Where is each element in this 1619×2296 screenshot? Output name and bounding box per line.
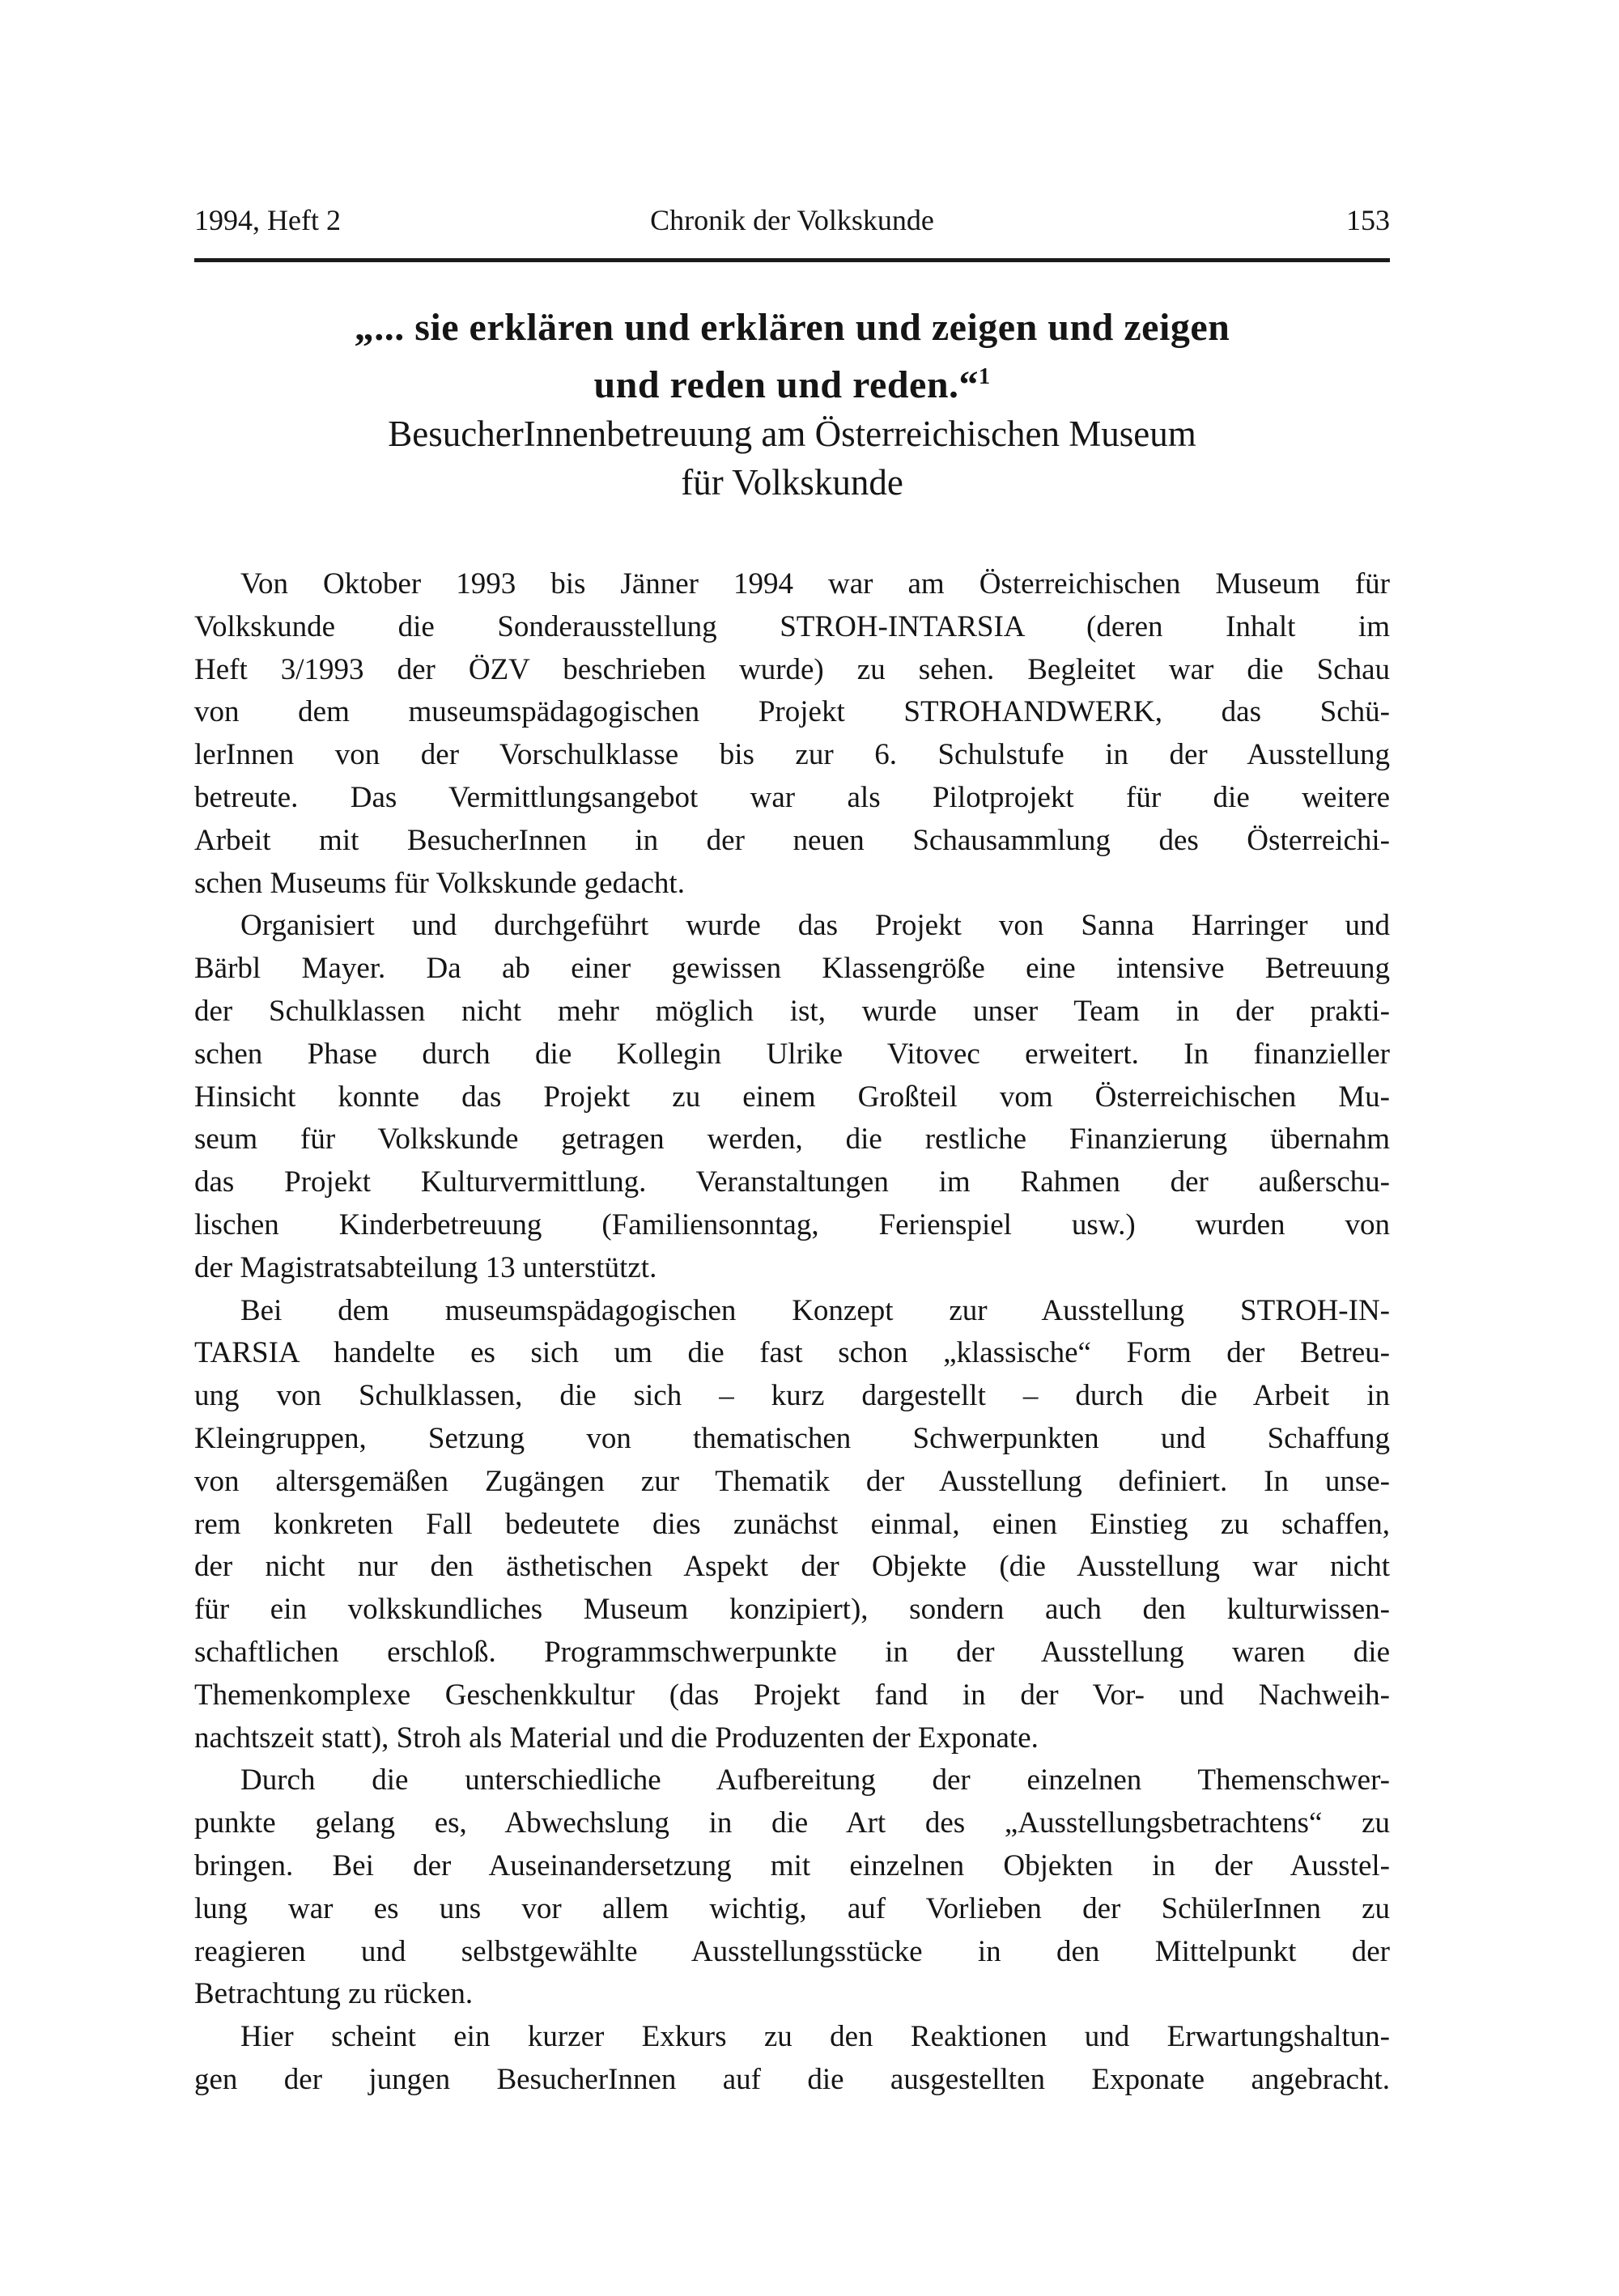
body-line: betreute. Das Vermittlungsangebot war als Pilotprojekt für die weitere bbox=[194, 780, 1390, 814]
body-line: von altersgemäßen Zugängen zur Thematik der Ausstellung definiert. In unse- bbox=[194, 1464, 1390, 1498]
body-line: Organisiert und durchgeführt wurde das Projekt von Sanna Harringer und bbox=[240, 909, 1390, 943]
body-line: lung war es uns vor allem wichtig, auf Vorlieben der SchülerInnen zu bbox=[194, 1891, 1390, 1925]
body-line: schen Museums für Volkskunde gedacht. bbox=[194, 866, 685, 900]
article-subtitle-line2: für Volkskunde bbox=[681, 462, 903, 503]
header-page-number: 153 bbox=[1346, 204, 1390, 236]
paragraph bbox=[194, 1290, 1390, 1760]
article-subtitle-line1: BesucherInnenbetreuung am Österreichischen Museum bbox=[388, 414, 1196, 454]
body-line: Bei dem museumspädagogischen Konzept zur Ausstellung STROH-IN- bbox=[240, 1293, 1390, 1327]
body-line: ung von Schulklassen, die sich – kurz dargestellt – durch die Arbeit in bbox=[194, 1379, 1390, 1413]
article-title-line2 bbox=[194, 352, 1390, 410]
body-line: Betrachtung zu rücken. bbox=[194, 1977, 474, 2011]
body-line: Hinsicht konnte das Projekt zu einem Großteil vom Österreichischen Mu- bbox=[194, 1080, 1390, 1114]
body-line: reagieren und selbstgewählte Ausstellungsstücke in den Mittelpunkt der bbox=[194, 1934, 1390, 1968]
header-issue: 1994, Heft 2 bbox=[194, 204, 341, 236]
body-line: nachtszeit statt), Stroh als Material und die Produzenten der Exponate. bbox=[194, 1721, 1039, 1755]
body-line: von dem museumspädagogischen Projekt STROHANDWERK, das Schü- bbox=[194, 695, 1390, 729]
footnote-marker: 1 bbox=[979, 364, 991, 389]
paragraph bbox=[194, 1759, 1390, 2016]
body-line: Von Oktober 1993 bis Jänner 1994 war am Österreichischen Museum für bbox=[240, 567, 1390, 601]
body-line: Volkskunde die Sonderausstellung STROH-INTARSIA (deren Inhalt im bbox=[194, 609, 1390, 643]
running-header bbox=[194, 202, 1390, 238]
body-line: schen Phase durch die Kollegin Ulrike Vitovec erweitert. In finanzieller bbox=[194, 1037, 1390, 1071]
body-text bbox=[194, 563, 1390, 2102]
body-line: schaftlichen erschloß. Programmschwerpunkte in der Ausstellung waren die bbox=[194, 1635, 1390, 1669]
body-line: TARSIA handelte es sich um die fast schon „klassische“ Form der Betreu- bbox=[194, 1336, 1390, 1370]
body-line: Heft 3/1993 der ÖZV beschrieben wurde) zu sehen. Begleitet war die Schau bbox=[194, 652, 1390, 686]
body-line: der Schulklassen nicht mehr möglich ist, wurde unser Team in der prakti- bbox=[194, 994, 1390, 1028]
header-section-title: Chronik der Volkskunde bbox=[650, 204, 934, 236]
body-line: Durch die unterschiedliche Aufbereitung der einzelnen Themenschwer- bbox=[240, 1763, 1390, 1797]
article-title-line2-text: und reden und reden.“ bbox=[593, 363, 979, 406]
paragraph bbox=[194, 905, 1390, 1289]
body-line: Bärbl Mayer. Da ab einer gewissen Klassengröße eine intensive Betreuung bbox=[194, 952, 1390, 986]
article-title-block bbox=[194, 303, 1390, 507]
body-line: rem konkreten Fall bedeutete dies zunächst einmal, einen Einstieg zu schaffen, bbox=[194, 1507, 1390, 1541]
body-line: Arbeit mit BesucherInnen in der neuen Schausammlung des Österreichi- bbox=[194, 823, 1390, 857]
paragraph bbox=[194, 2016, 1390, 2102]
body-line: der Magistratsabteilung 13 unterstützt. bbox=[194, 1250, 657, 1284]
body-line: Hier scheint ein kurzer Exkurs zu den Reaktionen und Erwartungshaltun- bbox=[240, 2020, 1390, 2054]
body-line: das Projekt Kulturvermittlung. Veranstaltungen im Rahmen der außerschu- bbox=[194, 1165, 1390, 1199]
body-line: für ein volkskundliches Museum konzipiert), sondern auch den kulturwissen- bbox=[194, 1593, 1390, 1627]
body-line: Themenkomplexe Geschenkkultur (das Projekt fand in der Vor- und Nachweih- bbox=[194, 1678, 1390, 1712]
body-line: lerInnen von der Vorschulklasse bis zur 6. Schulstufe in der Ausstellung bbox=[194, 738, 1390, 772]
header-rule bbox=[194, 258, 1390, 262]
body-line: gen der jungen BesucherInnen auf die ausgestellten Exponate angebracht. bbox=[194, 2062, 1390, 2096]
body-line: Kleingruppen, Setzung von thematischen Schwerpunkten und Schaffung bbox=[194, 1421, 1390, 1455]
body-line: lischen Kinderbetreuung (Familiensonntag, Ferienspiel usw.) wurden von bbox=[194, 1207, 1390, 1241]
paragraph bbox=[194, 563, 1390, 905]
body-line: der nicht nur den ästhetischen Aspekt der Objekte (die Ausstellung war nicht bbox=[194, 1550, 1390, 1584]
body-line: punkte gelang es, Abwechslung in die Art des „Ausstellungsbetrachtens“ zu bbox=[194, 1806, 1390, 1840]
body-line: bringen. Bei der Auseinandersetzung mit einzelnen Objekten in der Ausstel- bbox=[194, 1848, 1390, 1882]
body-line: seum für Volkskunde getragen werden, die restliche Finanzierung übernahm bbox=[194, 1123, 1390, 1156]
article-title-line1: „... sie erklären und erklären und zeigen und zeigen bbox=[354, 306, 1230, 349]
